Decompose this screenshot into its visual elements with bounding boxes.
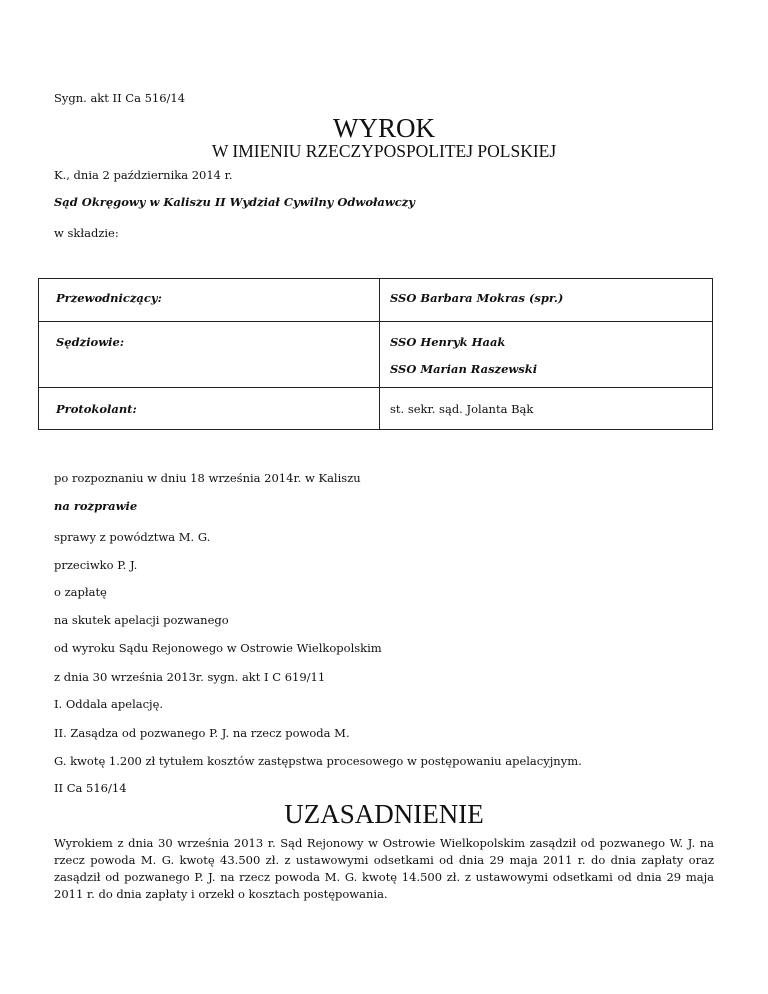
date-line: K., dnia 2 października 2014 r. [54,168,233,182]
case-reference: Sygn. akt II Ca 516/14 [54,91,186,105]
proceedings-line: sprawy z powództwa M. G. [54,530,211,544]
proceedings-line: przeciwko P. J. [54,558,138,572]
composition-label: w składzie: [54,226,119,240]
table-row-divider [39,387,712,388]
proceedings-line: na rozprawie [54,499,138,513]
judge-name: SSO Marian Raszewski [390,362,538,376]
judge-name: SSO Henryk Haak [390,335,506,349]
proceedings-line: z dnia 30 września 2013r. sygn. akt I C 619/11 [54,670,326,684]
judges-label: Sędziowie: [56,335,125,349]
clerk-name: st. sekr. sąd. Jolanta Bąk [390,402,534,416]
bench-composition-table [38,278,713,430]
judgment-title: WYROK [333,113,435,143]
table-column-divider [379,279,380,429]
proceedings-line: o zapłatę [54,585,107,599]
presiding-judge: SSO Barbara Mokras (spr.) [390,291,564,305]
judgment-subtitle: W IMIENIU RZECZYPOSPOLITEJ POLSKIEJ [211,141,557,161]
proceedings-line: po rozpoznaniu w dniu 18 września 2014r. w Kaliszu [54,471,361,485]
proceedings-line: od wyroku Sądu Rejonowego w Ostrowie Wielkopolskim [54,641,382,655]
table-row-divider [39,321,712,322]
court-name: Sąd Okręgowy w Kaliszu II Wydział Cywilny Odwoławczy [54,195,415,209]
presiding-label: Przewodniczący: [56,291,162,305]
justification-case-reference: II Ca 516/14 [54,781,127,795]
clerk-label: Protokolant: [56,402,137,416]
ruling-point: I. Oddala apelację. [54,697,164,711]
ruling-point: II. Zasądza od pozwanego P. J. na rzecz powoda M. [54,726,350,740]
justification-paragraph: Wyrokiem z dnia 30 września 2013 r. Sąd Rejonowy w Ostrowie Wielkopolskim zasądził od pozwanego W. J. na rzecz powoda M. G. kwotę 43.500 zł. z ustawowymi odsetkami od dnia 29 maja 2011 r. do dnia zapłaty oraz zasądził od pozwanego P. J. na rzecz powoda M. G. kwotę 14.500 zł. z ustawowymi odsetkami od dnia 29 maja 2011 r. do dnia zapłaty i orzekł o kosztach postępowania. [54,836,714,901]
proceedings-line: na skutek apelacji pozwanego [54,613,229,627]
ruling-point-continued: G. kwotę 1.200 zł tytułem kosztów zastępstwa procesowego w postępowaniu apelacyjnym. [54,754,582,768]
justification-title: UZASADNIENIE [284,799,484,829]
